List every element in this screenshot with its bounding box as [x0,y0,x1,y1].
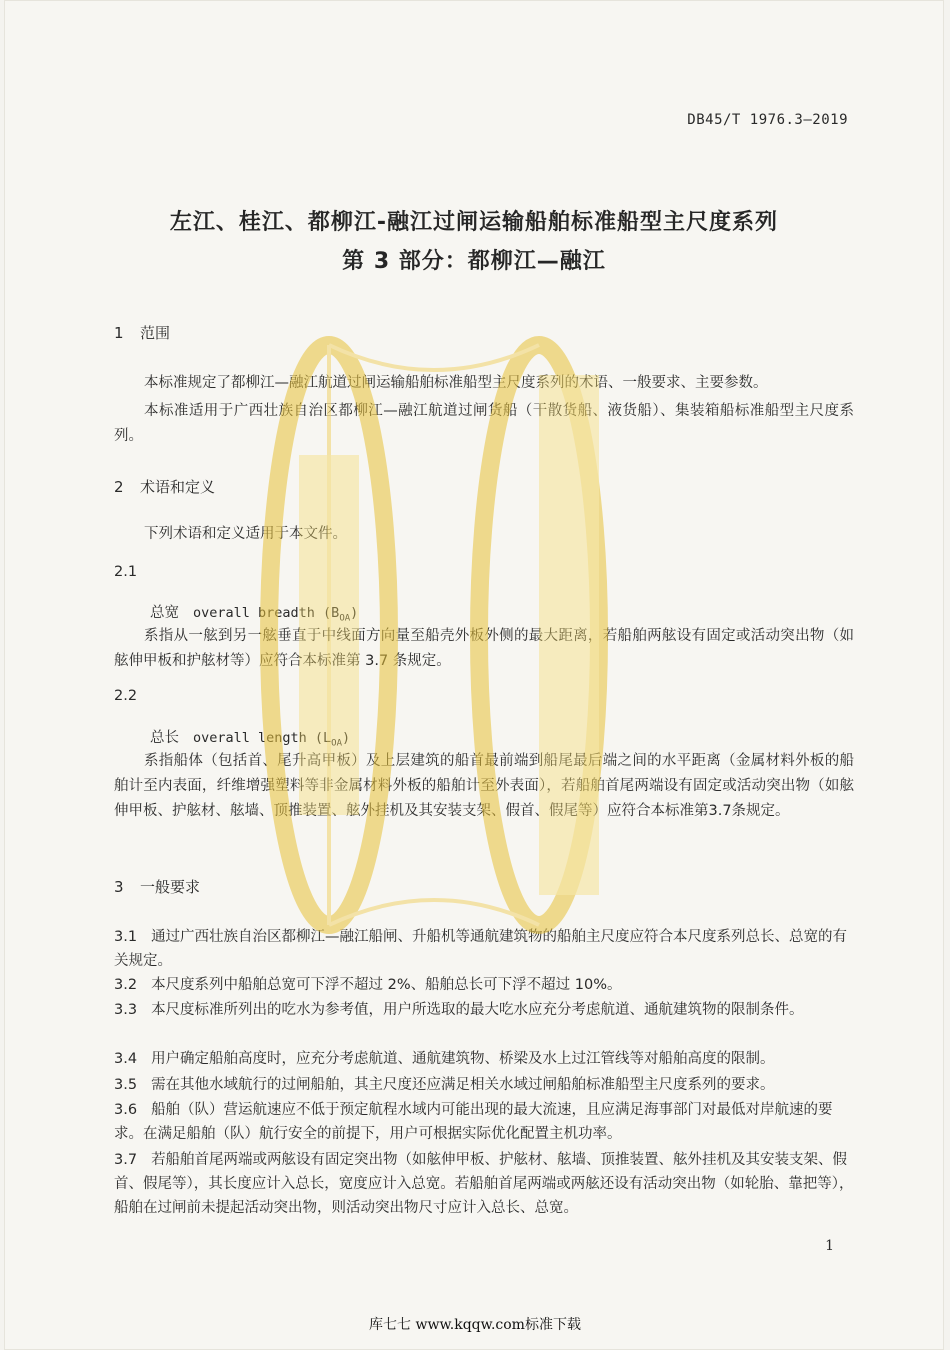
document-page [4,0,944,1350]
term-2-1-number: 2.1 [114,564,138,580]
term-en: overall length $(L_{OA})$ [193,730,351,749]
requirement-item: 3.3 本尺度标准所列出的吃水为参考值，用户所选取的最大吃水应充分考虑航道、通航建筑物的限制条件。 [114,1002,804,1018]
section-title: 一般要求 [140,878,201,896]
term-2-1-title [150,601,358,624]
term-2-2-number: 2.2 [114,688,138,704]
section-title: 范围 [140,324,171,342]
page-number: 1 [825,1238,834,1254]
term-2-2-title [150,726,350,749]
section-3-heading [114,876,200,897]
section-2-heading [114,476,215,497]
terms-intro: 下列术语和定义适用于本文件。 [144,526,347,542]
requirement-item: 3.5 需在其他水域航行的过闸船舶，其主尺度还应满足相关水域过闸船舶标准船型主尺度系列的要求。 [114,1077,775,1093]
section-number: 1 [114,324,124,342]
footer-source: 库七七 www.kqqw.com标准下载 [369,1317,581,1333]
scope-paragraph-1: 本标准规定了都柳江—融江航道过闸运输船舶标准船型主尺度系列的术语、一般要求、主要参数。 [144,375,768,391]
title-line-2: 第 3 部分：都柳江—融江 [342,249,606,274]
term-zh: 总宽 [150,605,179,621]
requirement-item: 3.1 通过广西壮族自治区都柳江—融江船闸、升船机等通航建筑物的船舶主尺度应符合本尺度系列总长、总宽的有关规定。 [114,929,848,969]
requirement-item: 3.6 船舶（队）营运航速应不低于预定航程水域内可能出现的最大流速，且应满足海事部门对最低对岸航速的要求。在满足船舶（队）航行安全的前提下，用户可根据实际优化配置主机功率。 [114,1102,833,1142]
section-number: 2 [114,478,124,496]
section-title: 术语和定义 [140,478,216,496]
requirement-item: 3.2 本尺度系列中船舶总宽可下浮不超过 2%、船舶总长可下浮不超过 10%。 [114,977,622,993]
section-number: 3 [114,878,124,896]
title-line-1: 左江、桂江、都柳江-融江过闸运输船舶标准船型主尺度系列 [169,210,779,235]
term-2-2-definition: 系指船体（包括首、尾升高甲板）及上层建筑的船首最前端到船尾最后端之间的水平距离（金属材料外板的船舶计至内表面，纤维增强塑料等非金属材料外板的船舶计至外表面），若船舶首尾两端设有固定或活动突出物（如舷伸甲板、护舷材、舷墙、顶推装置、舷外挂机及其安装支架、假首、假尾等）应符合本标准第3.7条规定。 [114,753,854,819]
requirement-item: 3.4 用户确定船舶高度时，应充分考虑航道、通航建筑物、桥梁及水上过江管线等对船舶高度的限制。 [114,1051,775,1067]
term-en: overall breadth $(B_{OA})$ [193,605,359,624]
term-zh: 总长 [150,730,179,746]
document-code: DB45/T 1976.3—2019 [687,112,848,128]
term-2-1-definition: 系指从一舷到另一舷垂直于中线面方向量至船壳外板外侧的最大距离，若船舶两舷设有固定或活动突出物（如舷伸甲板和护舷材等）应符合本标准第 3.7 条规定。 [114,628,854,669]
requirement-item: 3.7 若船舶首尾两端或两舷设有固定突出物（如舷伸甲板、护舷材、舷墙、顶推装置、舷外挂机及其安装支架、假首、假尾等），其长度应计入总长，宽度应计入总宽。若船舶首尾两端或两舷还设有活动突出物（如轮胎、靠把等），船舶在过闸前未提起活动突出物，则活动突出物尺寸应计入总长、总宽。 [114,1152,854,1216]
section-1-heading [114,322,170,343]
scope-paragraph-2: 本标准适用于广西壮族自治区都柳江—融江航道过闸货船（干散货船、液货船）、集装箱船标准船型主尺度系列。 [114,403,854,444]
